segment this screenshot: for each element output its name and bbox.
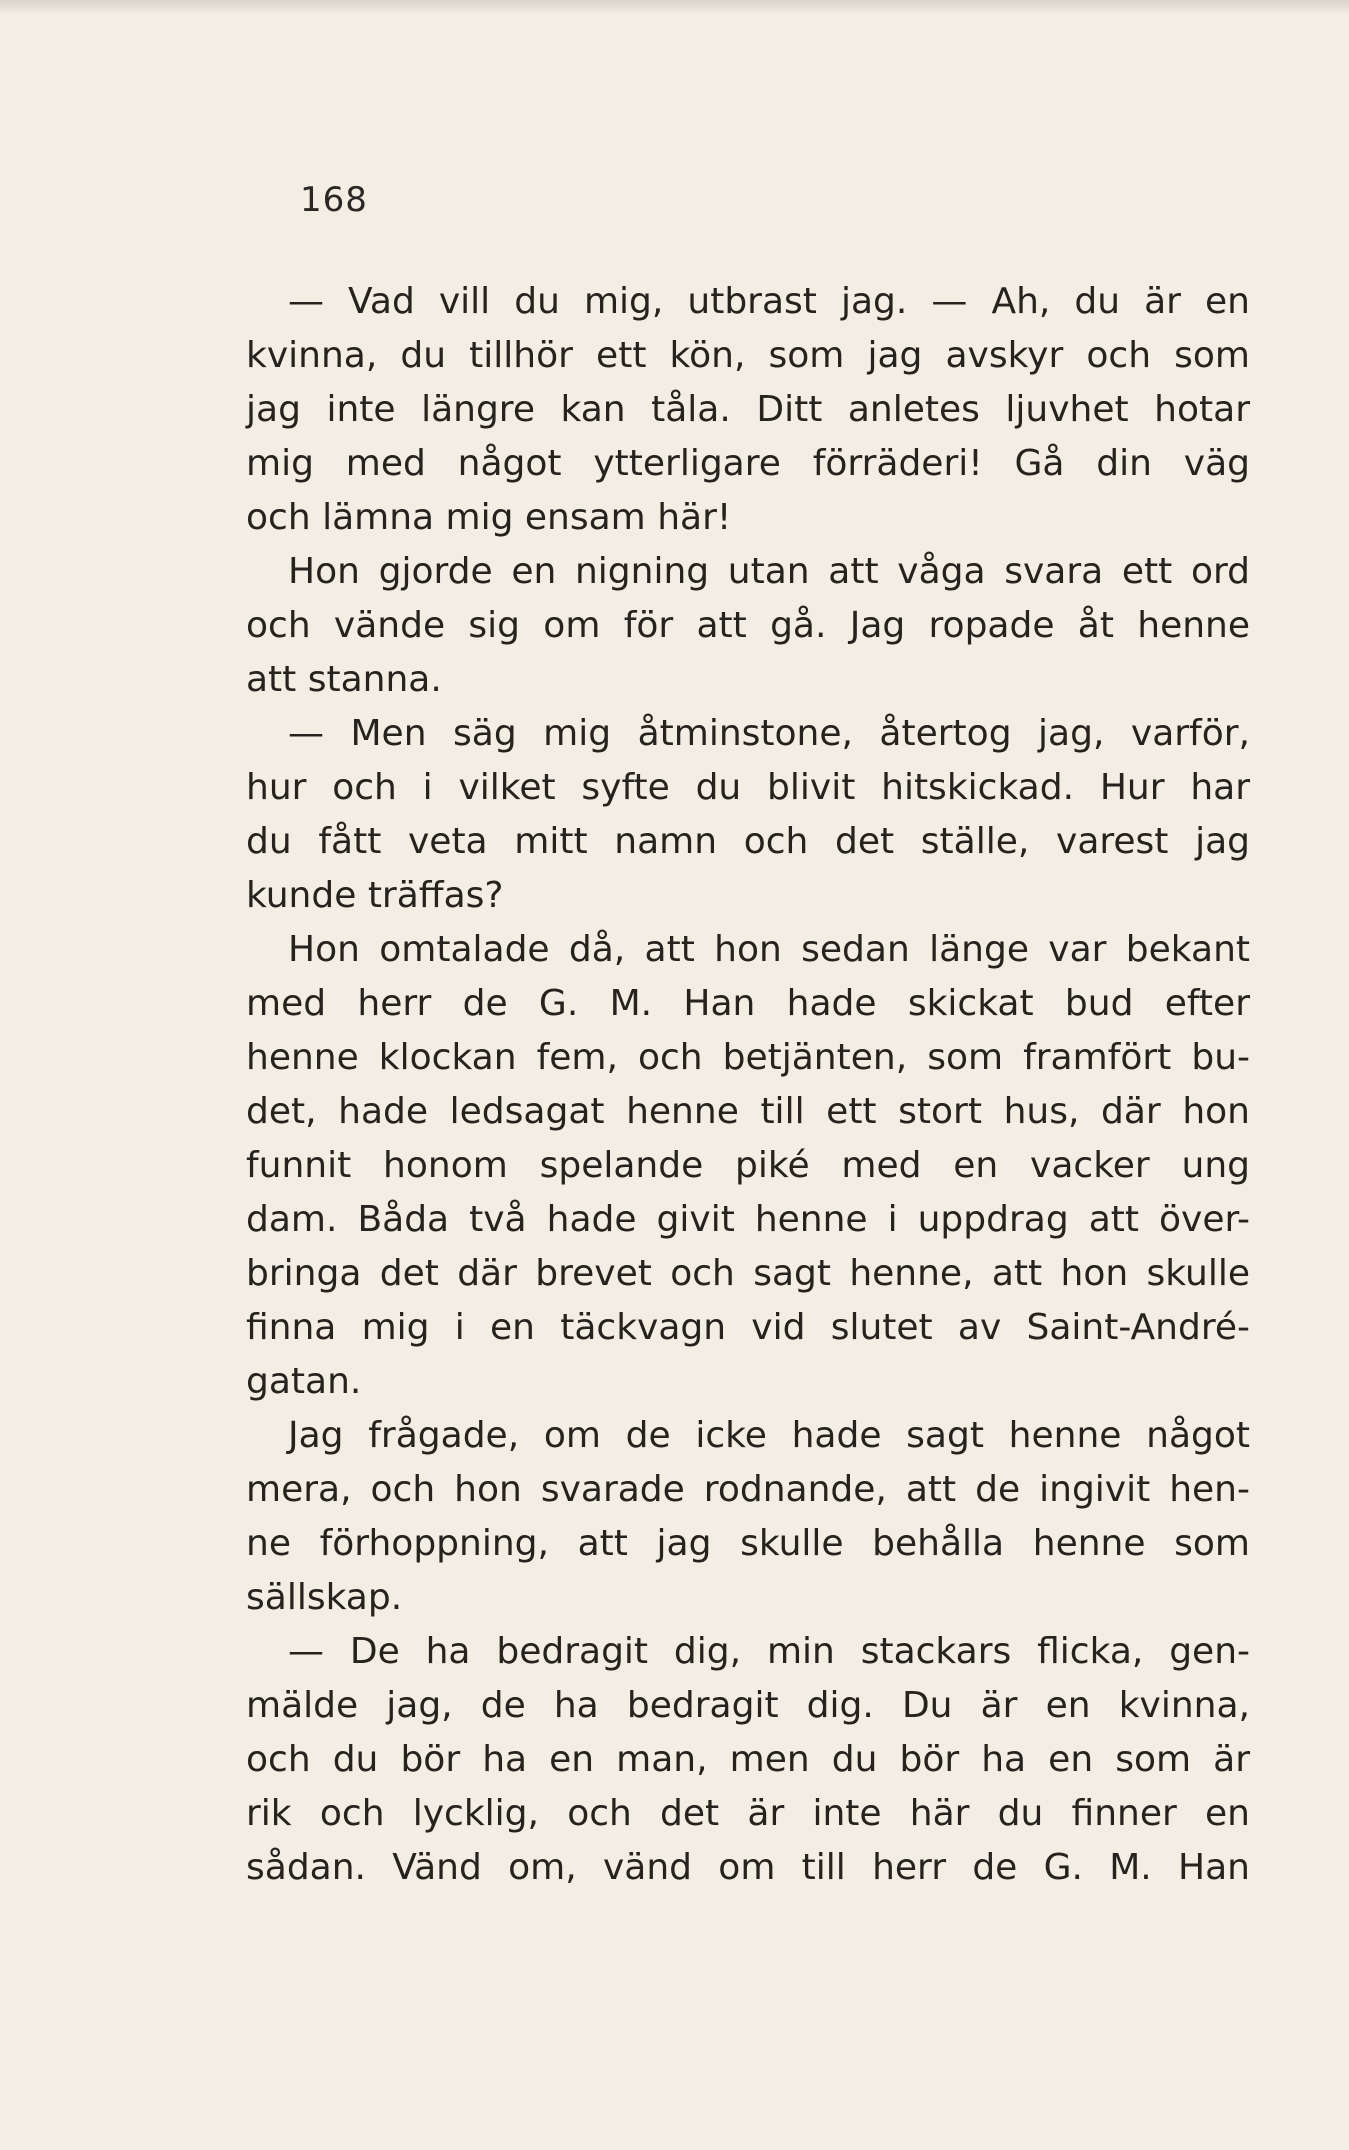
text-line: mera, och hon svarade rodnande, att de ingivit hen- xyxy=(246,1469,1250,1510)
text-line: — Vad vill du mig, utbrast jag. — Ah, du är en xyxy=(288,281,1250,322)
text-line: att stanna. xyxy=(246,659,442,700)
text-line: — Men säg mig åtminstone, återtog jag, varför, xyxy=(288,713,1250,754)
text-line: henne klockan fem, och betjänten, som framfört bu- xyxy=(246,1037,1250,1078)
text-line: hur och i vilket syfte du blivit hitskickad. Hur har xyxy=(246,767,1250,808)
text-line: med herr de G. M. Han hade skickat bud efter xyxy=(246,983,1250,1024)
text-line: ne förhoppning, att jag skulle behålla henne som xyxy=(246,1523,1250,1564)
text-line: dam. Båda två hade givit henne i uppdrag att över- xyxy=(246,1199,1250,1240)
text-line: — De ha bedragit dig, min stackars flicka, gen- xyxy=(288,1631,1250,1672)
text-line: jag inte längre kan tåla. Ditt anletes ljuvhet hotar xyxy=(246,389,1250,430)
text-line: rik och lycklig, och det är inte här du finner en xyxy=(246,1793,1250,1834)
text-line: det, hade ledsagat henne till ett stort hus, där hon xyxy=(246,1091,1250,1132)
page-top-edge xyxy=(0,0,1349,14)
text-line: Jag frågade, om de icke hade sagt henne något xyxy=(288,1415,1250,1456)
text-line: kvinna, du tillhör ett kön, som jag avskyr och som xyxy=(246,335,1250,376)
text-line: och lämna mig ensam här! xyxy=(246,497,732,538)
text-line: mälde jag, de ha bedragit dig. Du är en kvinna, xyxy=(246,1685,1250,1726)
text-line: finna mig i en täckvagn vid slutet av Saint-André- xyxy=(246,1307,1250,1348)
text-line: kunde träffas? xyxy=(246,875,504,916)
text-line: mig med något ytterligare förräderi! Gå din väg xyxy=(246,443,1250,484)
text-line: gatan. xyxy=(246,1361,362,1402)
text-line: funnit honom spelande piké med en vacker ung xyxy=(246,1145,1250,1186)
text-line: sådan. Vänd om, vänd om till herr de G. M. Han xyxy=(246,1847,1250,1888)
text-line: sällskap. xyxy=(246,1577,403,1618)
text-line: Hon gjorde en nigning utan att våga svara ett ord xyxy=(288,551,1250,592)
page-number: 168 xyxy=(300,180,368,220)
text-line: du fått veta mitt namn och det ställe, varest jag xyxy=(246,821,1250,862)
text-line: och vände sig om för att gå. Jag ropade åt henne xyxy=(246,605,1250,646)
text-line: bringa det där brevet och sagt henne, att hon skulle xyxy=(246,1253,1250,1294)
text-line: Hon omtalade då, att hon sedan länge var bekant xyxy=(288,929,1250,970)
text-line: och du bör ha en man, men du bör ha en som är xyxy=(246,1739,1250,1780)
body-text xyxy=(246,275,1250,1895)
